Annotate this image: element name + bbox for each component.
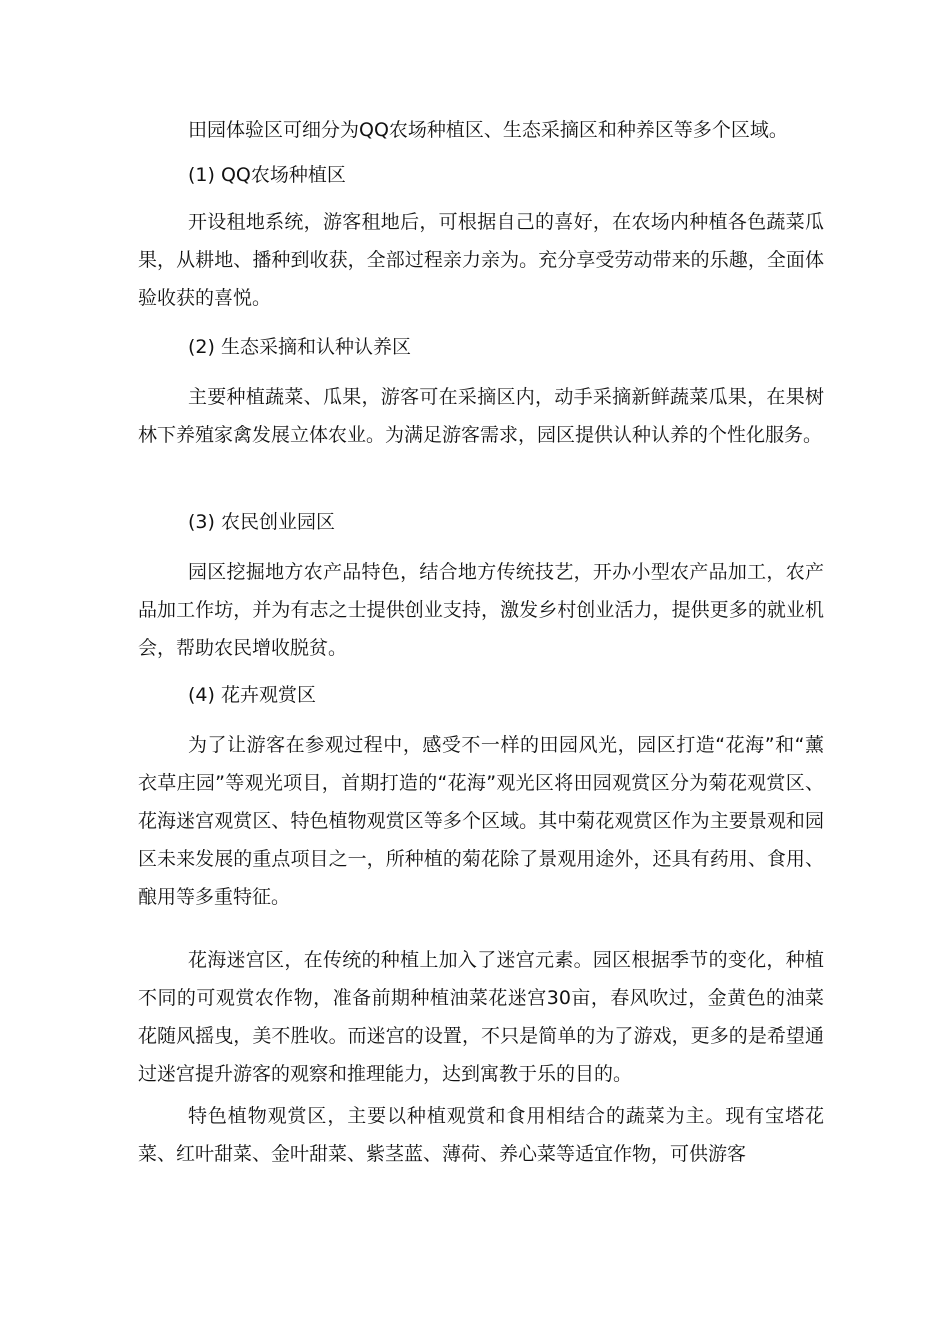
section-heading-3: (3) 农民创业园区 xyxy=(188,511,335,533)
section-body-2: 主要种植蔬菜、瓜果，游客可在采摘区内，动手采摘新鲜蔬菜瓜果，在果树林下养殖家禽发展立体农业。为满足游客需求，园区提供认种认养的个性化服务。 xyxy=(138,386,824,446)
section-body-4: 为了让游客在参观过程中，感受不一样的田园风光，园区打造“花海”和“薰衣草庄园”等观光项目，首期打造的“花海”观光区将田园观赏区分为菊花观赏区、花海迷宫观赏区、特色植物观赏区等多个区域。其中菊花观赏区作为主要景观和园区未来发展的重点项目之一，所种植的菊花除了景观用途外，还具有药用、食用、酿用等多重特征。 xyxy=(138,734,824,908)
section-body-3: 园区挖掘地方农产品特色，结合地方传统技艺，开办小型农产品加工，农产品加工作坊，并为有志之士提供创业支持，激发乡村创业活力，提供更多的就业机会，帮助农民增收脱贫。 xyxy=(138,561,824,659)
section-heading-4: (4) 花卉观赏区 xyxy=(188,684,316,706)
section-heading-1: (1) QQ农场种植区 xyxy=(188,164,346,186)
intro-paragraph: 田园体验区可细分为QQ农场种植区、生态采摘区和种养区等多个区域。 xyxy=(188,119,788,141)
maze-paragraph: 花海迷宫区，在传统的种植上加入了迷宫元素。园区根据季节的变化，种植不同的可观赏农作物，准备前期种植油菜花迷宫30亩，春风吹过，金黄色的油菜花随风摇曳，美不胜收。而迷宫的设置，不只是简单的为了游戏，更多的是希望通过迷宫提升游客的观察和推理能力，达到寓教于乐的目的。 xyxy=(138,949,824,1085)
section-body-1: 开设租地系统，游客租地后，可根据自己的喜好，在农场内种植各色蔬菜瓜果，从耕地、播种到收获，全部过程亲力亲为。充分享受劳动带来的乐趣，全面体验收获的喜悦。 xyxy=(138,211,824,309)
plants-paragraph: 特色植物观赏区，主要以种植观赏和食用相结合的蔬菜为主。现有宝塔花菜、红叶甜菜、金叶甜菜、紫茎蓝、薄荷、养心菜等适宜作物，可供游客 xyxy=(138,1105,824,1165)
section-heading-2: (2) 生态采摘和认种认养区 xyxy=(188,336,411,358)
